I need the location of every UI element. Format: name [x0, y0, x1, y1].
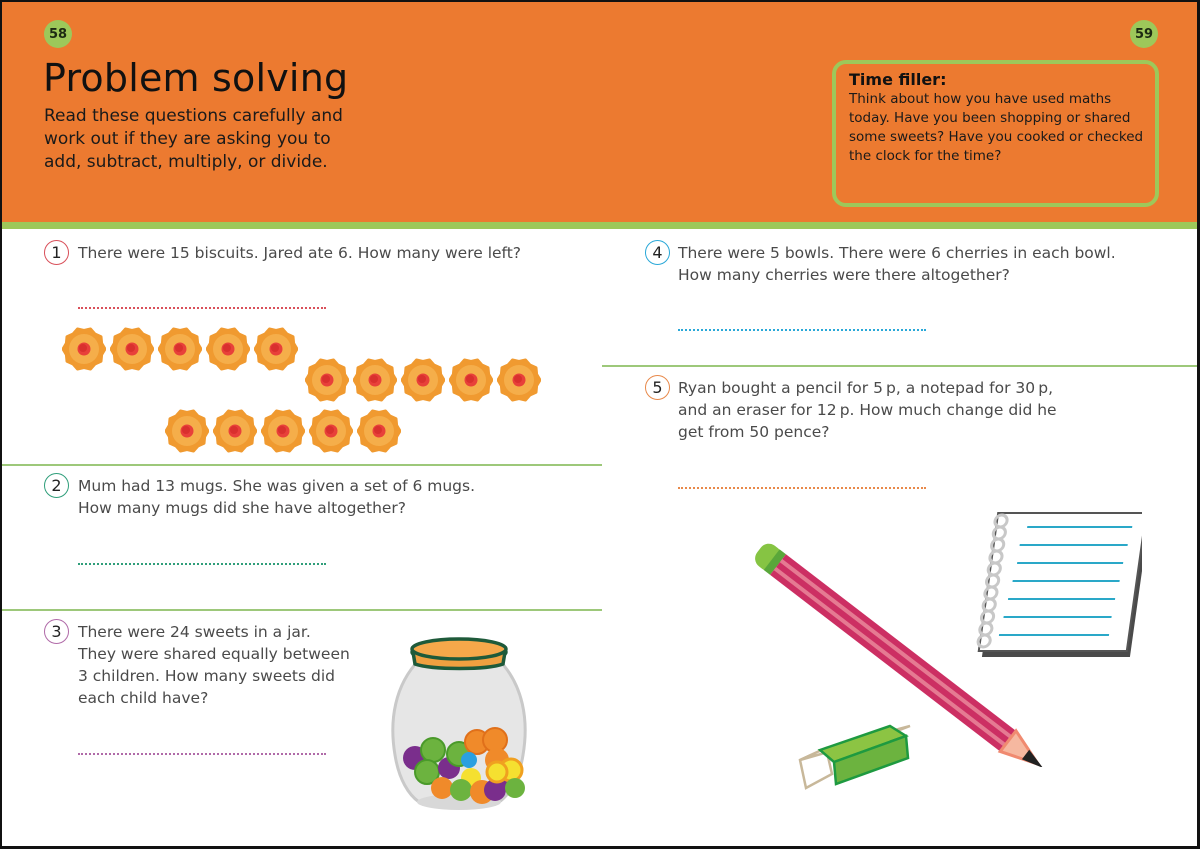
question-text: There were 24 sweets in a jar. They were shared equally between 3 children. How many sweets did each child have?	[78, 623, 350, 707]
biscuit-icon	[158, 327, 202, 371]
page-number-right: 59	[1130, 20, 1158, 48]
divider-q2-q3	[2, 609, 602, 611]
divider-q1-q2	[2, 464, 602, 466]
header-banner	[2, 2, 1197, 222]
biscuit-icon	[497, 358, 541, 402]
question-text: There were 15 biscuits. Jared ate 6. How many were left?	[78, 244, 522, 262]
sweet-jar-icon	[387, 630, 532, 815]
biscuit-icon	[254, 327, 298, 371]
time-filler-box	[832, 60, 1159, 207]
answer-line[interactable]	[678, 329, 926, 331]
biscuit-icon	[110, 327, 154, 371]
biscuit-icon	[165, 409, 209, 453]
biscuit-icon	[62, 327, 106, 371]
divider-q4-q5	[602, 365, 1200, 367]
answer-line[interactable]	[678, 487, 926, 489]
time-filler-title: Time filler:	[849, 70, 947, 89]
question-number-badge: 5	[645, 375, 670, 400]
question-number-badge: 4	[645, 240, 670, 265]
question-text: There were 5 bowls. There were 6 cherries in each bowl. How many cherries were there altogether?	[678, 244, 1116, 284]
biscuit-icon	[357, 409, 401, 453]
biscuit-icon	[213, 409, 257, 453]
page-number-left: 58	[44, 20, 72, 48]
biscuit-icon	[305, 358, 349, 402]
eraser-icon	[792, 722, 917, 812]
answer-line[interactable]	[78, 563, 326, 565]
biscuit-icon	[449, 358, 493, 402]
time-filler-body: Think about how you have used maths today. Have you been shopping or shared some sweets? Have you cooked or checked the clock for the time?	[849, 91, 1144, 164]
question-number-badge: 2	[44, 473, 69, 498]
header-divider	[2, 222, 1197, 229]
notepad-icon	[967, 507, 1142, 662]
answer-line[interactable]	[78, 307, 326, 309]
question-number-badge: 1	[44, 240, 69, 265]
question-text: Ryan bought a pencil for 5 p, a notepad for 30 p, and an eraser for 12 p. How much change did he get from 50 pence?	[678, 379, 1057, 441]
biscuit-icon	[261, 409, 305, 453]
question-number-badge: 3	[44, 619, 69, 644]
biscuit-icon	[401, 358, 445, 402]
answer-line[interactable]	[78, 753, 326, 755]
biscuit-icon	[309, 409, 353, 453]
intro-text: Read these questions carefully and work out if they are asking you to add, subtract, multiply, or divide.	[44, 106, 343, 172]
page-title: Problem solving	[43, 56, 349, 100]
biscuit-icon	[353, 358, 397, 402]
question-text: Mum had 13 mugs. She was given a set of 6 mugs. How many mugs did she have altogether?	[78, 477, 476, 517]
biscuit-icon	[206, 327, 250, 371]
